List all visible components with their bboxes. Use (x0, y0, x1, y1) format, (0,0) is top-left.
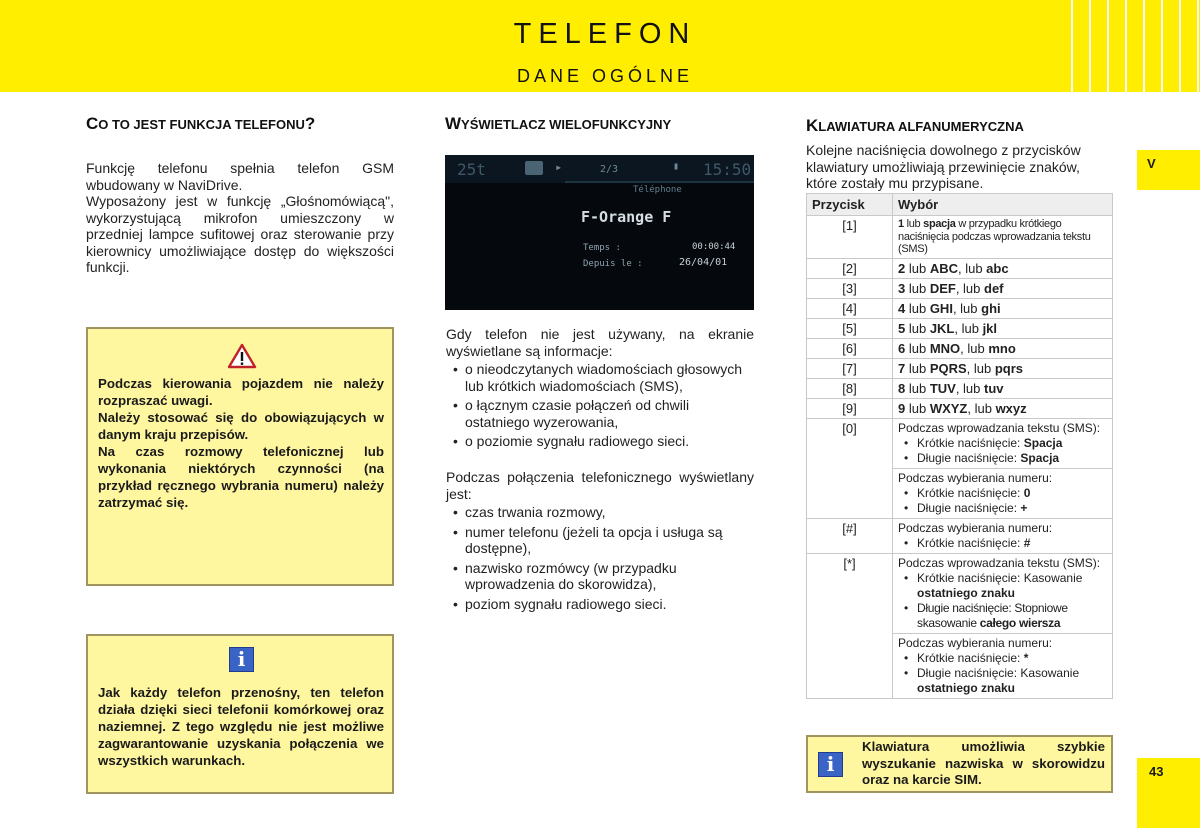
choice-bold: tuv (984, 380, 1004, 396)
display-divider (565, 181, 754, 183)
press-label: Krótkie naciśnięcie: (917, 650, 1021, 665)
choice-bold: # (1023, 535, 1031, 550)
choice-bold: ostatniego znaku (917, 680, 1016, 695)
choice-cell (893, 278, 1113, 298)
press-label: Długie naciśnięcie: (917, 665, 1018, 680)
page-number-tab (1137, 758, 1200, 828)
choice-text: , lub (967, 400, 996, 416)
choice-text: Stopniowe skasowanie (917, 600, 1068, 630)
list-item: • czas trwania rozmowy, (446, 504, 754, 521)
press-label: Długie naciśnięcie: (917, 500, 1018, 515)
choice-bold: TUV (929, 380, 956, 396)
column-header-choice: Wybór (893, 194, 1113, 216)
choice-bold: WXYZ (929, 400, 968, 416)
table-row (807, 418, 1113, 468)
choice-bold: PQRS (929, 360, 967, 376)
multifunction-display-image (445, 155, 754, 310)
idle-info-list (446, 361, 754, 453)
choice-bold: spacja (923, 218, 956, 230)
keyboard-table (806, 193, 1113, 699)
page-number: 43 (1149, 764, 1164, 779)
press-label: Krótkie naciśnięcie: (917, 535, 1021, 550)
key-cell: [3] (807, 278, 893, 298)
intro-text (86, 160, 394, 276)
choice-text: lub (905, 400, 930, 416)
call-info-list (446, 504, 754, 615)
choice-cell (893, 298, 1113, 318)
list-item (898, 601, 1107, 631)
key-cell: [1] (807, 216, 893, 259)
choice-cell (893, 318, 1113, 338)
choice-text: lub (905, 300, 930, 316)
choice-bold: 1 (898, 218, 904, 230)
list-item: • o nieodczytanych wiadomościach głosowych lub krótkich wiadomościach (SMS), (446, 361, 754, 394)
display-temperature: 25t (457, 160, 486, 179)
choice-bold: ABC (929, 260, 958, 276)
page-subtitle: DANE OGÓLNE (516, 66, 694, 86)
display-idle-intro: Gdy telefon nie jest używany, na ekranie wyświetlane są informacje: (446, 326, 754, 359)
press-label: Długie naciśnięcie: (917, 450, 1018, 465)
choice-text: Kasowanie (1023, 570, 1083, 585)
choice-text: , lub (955, 280, 984, 296)
choice-bold: pqrs (994, 360, 1024, 376)
display-duration-label: Temps : (583, 243, 621, 253)
list-item: • o łącznym czasie połączeń od chwili ostatniego wyzerowania, (446, 397, 754, 430)
column-header-key: Przycisk (807, 194, 893, 216)
choice-bold: Spacja (1020, 450, 1060, 465)
info-icon: i (229, 647, 254, 672)
list-item (898, 651, 1107, 666)
section-tab (1137, 150, 1200, 190)
press-label: Krótkie naciśnięcie: (917, 570, 1021, 585)
warning-line: Podczas kierowania pojazdem nie należy rozpraszać uwagi. (98, 376, 384, 408)
mode-label: Podczas wybierania numeru: (898, 470, 1053, 485)
choice-bold: 6 (898, 340, 906, 356)
key-cell: [9] (807, 398, 893, 418)
list-item (898, 571, 1107, 601)
digit-rows (807, 258, 1113, 418)
choice-bold: 2 (898, 260, 906, 276)
choice-cell (893, 633, 1113, 698)
choice-text: lub (905, 340, 930, 356)
choice-text: , lub (966, 360, 995, 376)
paragraph: Wyposażony jest w funkcję „Głośnomówiącą", wykorzystującą mikrofon umieszczony w przedniej lampce sufitowej oraz sterowanie przy kierownicy umożliwiające dostęp do większości funkcji. (86, 193, 394, 275)
paragraph: Funkcję telefonu spełnia telefon GSM wbudowany w NaviDrive. (86, 160, 394, 193)
table-row (807, 216, 1113, 259)
display-menu-title: Téléphone (633, 185, 682, 195)
heading-keyboard (806, 116, 1024, 136)
list-item: • o poziomie sygnału radiowego sieci. (446, 433, 754, 450)
list-item: • poziom sygnału radiowego sieci. (446, 596, 754, 613)
table-row (807, 378, 1113, 398)
key-cell: [*] (807, 553, 893, 698)
page-header (0, 0, 1200, 92)
warning-text (98, 375, 384, 511)
mode-label: Podczas wprowadzania tekstu (SMS): (898, 420, 1101, 435)
mode-label: Podczas wybierania numeru: (898, 520, 1053, 535)
heading-text: YŚWIETLACZ WIELOFUNKCYJNY (461, 117, 672, 132)
warning-line: Należy stosować się do obowiązujących w danym kraju przepisów. (98, 410, 384, 442)
display-phone-icon: ▮ (673, 161, 680, 172)
heading-question-mark: ? (304, 114, 316, 133)
key-cell: [4] (807, 298, 893, 318)
warning-triangle-icon (227, 343, 257, 369)
choice-text: , lub (957, 260, 987, 276)
list-item (898, 486, 1107, 501)
choice-bold: GHI (929, 300, 953, 316)
key-cell: [6] (807, 338, 893, 358)
table-row (807, 338, 1113, 358)
press-label: Krótkie naciśnięcie: (917, 485, 1021, 500)
list-item: • nazwisko rozmówcy (w przypadku wprowadzenia do skorowidza), (446, 560, 754, 593)
choice-cell (893, 398, 1113, 418)
mode-label: Podczas wybierania numeru: (898, 635, 1053, 650)
choice-bold: DEF (929, 280, 956, 296)
choice-cell (893, 378, 1113, 398)
choice-text: lub (905, 360, 930, 376)
display-since-value: 26/04/01 (679, 257, 728, 268)
info-box-network (86, 634, 394, 794)
table-row (807, 298, 1113, 318)
choice-cell (893, 358, 1113, 378)
choice-bold: całego wiersza (979, 615, 1061, 630)
choice-text: lub (903, 218, 924, 230)
choice-bold: 9 (898, 400, 906, 416)
choice-bold: + (1020, 500, 1028, 515)
table-row (807, 318, 1113, 338)
choice-bold: Spacja (1023, 435, 1063, 450)
mode-label: Podczas wprowadzania tekstu (SMS): (898, 555, 1101, 570)
info-text: Jak każdy telefon przenośny, ten telefon działa dzięki sieci telefonii komórkowej oraz naziemnej. Z tego względu nie jest możliwe zagwarantowanie uzyskania połączenia we wszystkich warunkach. (98, 685, 384, 768)
table-row (807, 258, 1113, 278)
choice-text: lub (905, 320, 930, 336)
list-item (898, 536, 1107, 551)
choice-bold: 7 (898, 360, 906, 376)
list-item (898, 501, 1107, 516)
info-box-keyboard (806, 735, 1113, 793)
choice-cell (893, 216, 1113, 259)
display-page-indicator: 2/3 (600, 164, 619, 175)
choice-cell (893, 338, 1113, 358)
key-cell: [0] (807, 418, 893, 518)
choice-bold: * (1023, 650, 1029, 665)
display-since-label: Depuis le : (583, 259, 643, 269)
choice-bold: 8 (898, 380, 906, 396)
choice-bold: 3 (898, 280, 906, 296)
table-row (807, 553, 1113, 633)
list-item (898, 436, 1107, 451)
heading-initial: W (445, 114, 462, 133)
choice-cell (893, 468, 1113, 518)
list-item: • numer telefonu (jeżeli ta opcja i usługa są dostępne), (446, 524, 754, 557)
heading-phone-function (86, 114, 315, 134)
choice-text: Kasowanie (1020, 665, 1080, 680)
page-title: TELEFON (513, 18, 697, 50)
info-text: Klawiatura umożliwia szybkie wyszukanie nazwiska w skorowidzu oraz na karcie SIM. (862, 739, 1105, 787)
heading-display (445, 114, 671, 134)
warning-line: Na czas rozmowy telefonicznej lub wykonania niektórych czynności (na przykład ręcznego wybrania numeru) należy zatrzymać się. (98, 444, 384, 510)
table-row (807, 398, 1113, 418)
table-row (807, 278, 1113, 298)
choice-text: w przypadku krótkiego naciśnięcia podczas wprowadzania tekstu (SMS) (898, 218, 1091, 255)
key-cell: [#] (807, 518, 893, 553)
choice-cell (893, 518, 1113, 553)
table-row (807, 518, 1113, 553)
choice-text: , lub (960, 340, 989, 356)
key-cell: [5] (807, 318, 893, 338)
choice-bold: ostatniego znaku (917, 585, 1016, 600)
table-row (807, 358, 1113, 378)
choice-text: lub (905, 260, 930, 276)
list-item (898, 451, 1107, 466)
press-label: Długie naciśnięcie: (917, 600, 1012, 615)
heading-initial: C (86, 114, 99, 133)
choice-bold: JKL (929, 320, 955, 336)
display-duration-value: 00:00:44 (692, 242, 736, 252)
warning-box (86, 327, 394, 586)
choice-text: , lub (954, 320, 983, 336)
choice-bold: ghi (981, 300, 1001, 316)
section-tab-label: V (1147, 156, 1156, 171)
choice-bold: 4 (898, 300, 906, 316)
choice-cell (893, 418, 1113, 468)
choice-text: lub (905, 380, 930, 396)
choice-text: lub (905, 280, 930, 296)
key-cell: [8] (807, 378, 893, 398)
choice-text: , lub (955, 380, 984, 396)
keyboard-intro: Kolejne naciśnięcia dowolnego z przycisków klawiatury umożliwiają przewinięcie znaków, które zostały mu przypisane. (806, 142, 1081, 191)
list-item (898, 666, 1107, 696)
choice-bold: 0 (1023, 485, 1031, 500)
display-clock: 15:50 (703, 160, 752, 179)
heading-text: LAWIATURA ALFANUMERYCZNA (818, 119, 1024, 134)
choice-text: , lub (952, 300, 982, 316)
display-operator: F-Orange F (581, 208, 672, 226)
choice-cell (893, 553, 1113, 633)
heading-text: O TO JEST FUNKCJA TELEFONU (98, 117, 305, 132)
choice-bold: def (984, 280, 1004, 296)
choice-bold: abc (986, 260, 1009, 276)
choice-bold: MNO (929, 340, 961, 356)
choice-bold: wxyz (995, 400, 1027, 416)
table-header-row (807, 194, 1113, 216)
display-call-intro: Podczas połączenia telefonicznego wyświetlany jest: (446, 469, 754, 502)
heading-initial: K (806, 116, 819, 135)
choice-bold: 5 (898, 320, 906, 336)
key-cell: [2] (807, 258, 893, 278)
display-car-icon (525, 161, 543, 175)
choice-bold: mno (988, 340, 1016, 356)
press-label: Krótkie naciśnięcie: (917, 435, 1021, 450)
info-icon: i (818, 752, 843, 777)
display-arrow-icon: ▸ (555, 160, 563, 174)
choice-bold: jkl (982, 320, 998, 336)
choice-cell (893, 258, 1113, 278)
key-cell: [7] (807, 358, 893, 378)
